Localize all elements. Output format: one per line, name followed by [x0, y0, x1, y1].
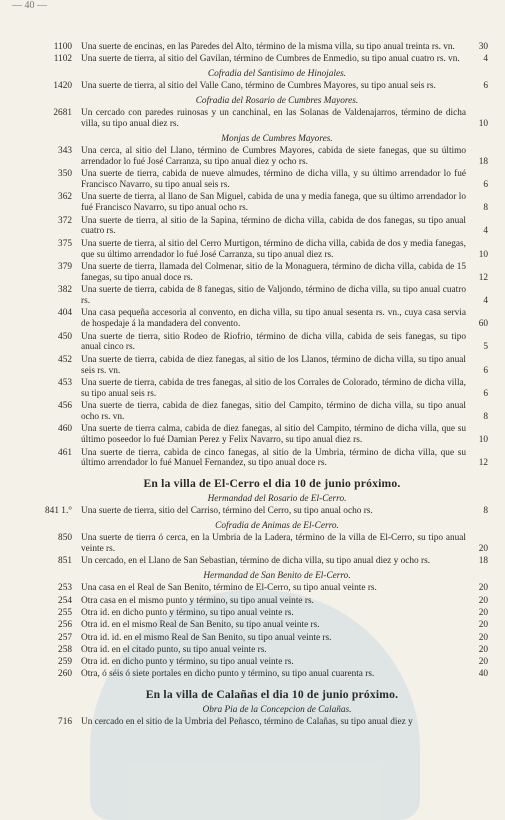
entry-number: 851 [58, 556, 72, 567]
cofradia-heading: Cofradia del Rosario de Cumbres Mayores. [195, 96, 359, 107]
entry-text: Otra casa en el mismo punto y término, su tipo anual veinte rs. [81, 595, 314, 606]
entry-text: Otra id. id. en el mismo Real de San Benito, su tipo anual veinte rs. [81, 632, 332, 643]
entry-row [26, 633, 488, 644]
entry-amount: 8 [483, 506, 488, 517]
entry-amount: 8 [483, 412, 488, 423]
entry-amount: 60 [478, 319, 488, 330]
entry-text: Una suerte de tierra, cabida de diez fanegas, al sitio de los Llanos, término de dicha villa, su tipo anual seis rs. vn. [81, 354, 466, 376]
town-heading: En la villa de El-Cerro el dia 10 de junio próximo. [143, 477, 401, 491]
entry-row [26, 596, 488, 607]
entry-row [26, 54, 488, 65]
entry-row [26, 608, 488, 619]
entry-row [26, 216, 488, 238]
entry-amount: 20 [478, 607, 488, 618]
entry-number: 2681 [53, 108, 72, 119]
entry-row [26, 285, 488, 307]
entry-number: 259 [58, 657, 72, 668]
entry-row [26, 146, 488, 168]
entry-text: Una suerte de tierra, al sitio del Valle Cano, término de Cumbres Mayores, su tipo anual seis rs. [81, 81, 436, 92]
entry-amount: 20 [478, 620, 488, 631]
entry-text: Un cercado, en el Llano de San Sebastian, término de dicha villa, su tipo anual diez y ocho rs. [81, 556, 431, 567]
cofradia-heading: Monjas de Cumbres Mayores. [221, 133, 333, 144]
entry-amount: 40 [478, 669, 488, 680]
entry-row [26, 583, 488, 594]
entry-text: Un cercado con paredes ruinosas y un canchinal, en las Solanas de Valdenajarros, término de dicha villa, su tipo anual diez rs. [81, 108, 466, 130]
entry-number: 255 [58, 607, 72, 618]
entry-amount: 6 [483, 180, 488, 191]
entry-row [26, 669, 488, 680]
entry-text: Una suerte de tierra ó cerca, en la Umbria de la Ladera, término de la villa de El-Cerro, su tipo anual veinte rs. [81, 533, 466, 555]
entry-number: 258 [58, 644, 72, 655]
entry-amount: 20 [478, 595, 488, 606]
entry-amount: 12 [478, 272, 488, 283]
entry-amount: 5 [483, 342, 488, 353]
entry-text: Una suerte de tierra, al llano de San Miguel, cabida de una y media fanega, que su último arrendador lo fué Francisco Navarro, su tipo anual ocho rs. [81, 192, 466, 214]
entry-amount: 4 [483, 54, 488, 65]
entry-number: 456 [58, 401, 72, 412]
entry-amount: 18 [478, 556, 488, 567]
entry-number: 716 [58, 717, 72, 728]
cofradia-heading: Obra Pia de la Concepcion de Calañas. [202, 705, 352, 716]
entry-number: 450 [58, 331, 72, 342]
entry-row [26, 556, 488, 567]
entry-number: 260 [58, 669, 72, 680]
entry-number: 1100 [53, 42, 72, 52]
entry-number: 350 [58, 169, 72, 180]
entry-text: Una suerte de tierra, sitio del Carriso, término del Cerro, su tipo anual ocho rs. [81, 506, 373, 517]
entry-number: 1102 [53, 54, 72, 65]
entry-amount: 20 [478, 657, 488, 668]
entry-row [26, 108, 488, 130]
entry-amount: 6 [483, 81, 488, 92]
entry-number: 257 [58, 632, 72, 643]
cofradia-heading: Hermandad de San Benito de El-Cerro. [203, 571, 351, 582]
entry-row [26, 192, 488, 214]
entry-number: 452 [58, 354, 72, 365]
town-heading: En la villa de Calañas el dia 10 de junio próximo. [145, 688, 399, 702]
entry-amount: 20 [478, 644, 488, 655]
cofradia-heading: Cofradia de Animas de El-Cerro. [215, 521, 339, 532]
entry-amount: 20 [478, 544, 488, 555]
entry-row [26, 620, 488, 631]
cofradia-heading: Cofradia del Santisimo de Hinojales. [207, 69, 347, 80]
entry-text: Una suerte de tierra, al sitio de la Sapina, término de dicha villa, cabida de dos fanegas, su tipo anual cuatro rs. [81, 215, 466, 237]
entry-text: Un cercado en el sitio de la Umbria del Peñasco, término de Calañas, su tipo anual diez y [81, 717, 413, 728]
entry-amount: 20 [478, 632, 488, 643]
entry-row [26, 424, 488, 446]
entry-number: 372 [58, 215, 72, 226]
entry-text: Una casa en el Real de San Benito, término de El-Cerro, su tipo anual veinte rs. [81, 583, 377, 594]
entry-amount: 10 [478, 119, 488, 130]
entry-row [26, 332, 488, 354]
entry-text: Otra, ó séis ó siete portales en dicho punto y término, su tipo anual cuarenta rs. [81, 669, 375, 680]
entry-number: 850 [58, 533, 72, 544]
entry-row [26, 81, 488, 92]
entry-row [26, 42, 488, 53]
entry-row [26, 378, 488, 400]
entry-amount: 10 [478, 249, 488, 260]
entry-number: 343 [58, 145, 72, 156]
entry-text: Una suerte de tierra, cabida de nueve almudes, término de dicha villa, y su último arrendador lo fué Francisco Navarro, su tipo anual seis rs. [81, 169, 466, 191]
entry-number: 1420 [53, 81, 72, 92]
entry-amount: 30 [478, 42, 488, 52]
entry-text: Una suerte de tierra, cabida de 8 fanegas, sitio de Valjondo, término de dicha villa, su tipo anual cuatro rs. [81, 285, 466, 307]
entry-text: Una cerca, al sitio del Llano, término de Cumbres Mayores, cabida de siete fanegas, que su último arrendador lo fué José Carranza, su tipo anual diez y ocho rs. [81, 145, 466, 167]
cofradia-heading: Hermandad del Rosario de El-Cerro. [207, 494, 347, 505]
entry-text: Otra id. en el citado punto, su tipo anual veinte rs. [81, 644, 267, 655]
entry-row [26, 401, 488, 423]
entry-row [26, 239, 488, 261]
entry-amount: 4 [483, 296, 488, 307]
entry-text: Una suerte de tierra, llamada del Colmenar, sitio de la Monaguera, término de dicha villa, cabida de 15 fanegas, su tipo anual doce rs. [81, 261, 466, 283]
page-number: — 40 — [12, 0, 47, 11]
entry-number: 379 [58, 261, 72, 272]
entry-row [26, 169, 488, 191]
entry-number: 382 [58, 285, 72, 296]
entry-amount: 10 [478, 435, 488, 446]
entry-text: Una suerte de tierra, al sitio del Cerro Murtigon, término de dicha villa, cabida de dos y media fanegas, que su último arrendador lo fué José Carranza, su tipo anual diez rs. [81, 238, 466, 260]
entry-text: Una suerte de tierra, cabida de diez fanegas, sitio del Campito, término de dicha villa, su tipo anual ocho rs. vn. [81, 401, 466, 423]
entry-text: Otra id. en dicho punto y término, su tipo anual veinte rs. [81, 607, 294, 618]
entry-text: Una suerte de tierra calma, cabida de diez fanegas, al sitio del Campito, término de dicha villa, que su último poseedor lo fué Damian Perez y Felix Navarro, su tipo anual diez rs. [81, 424, 466, 446]
entry-text: Una suerte de tierra, al sitio del Gavilan, término de Cumbres de Enmedio, su tipo anual cuatro rs. vn. [81, 54, 460, 65]
entry-number: 453 [58, 377, 72, 388]
entry-row [26, 533, 488, 555]
entry-row [26, 448, 488, 470]
entry-row [26, 308, 488, 330]
entry-row [26, 355, 488, 377]
entry-number: 460 [58, 424, 72, 435]
entry-row [26, 657, 488, 668]
entry-amount: 6 [483, 365, 488, 376]
entry-amount: 6 [483, 388, 488, 399]
entry-text: Una suerte de tierra, sitio Rodeo de Riofrio, término de dicha villa, cabida de seis fanegas, su tipo anual cinco rs. [81, 331, 466, 353]
entry-row [26, 645, 488, 656]
entry-text: Una suerte de tierra, cabida de tres fanegas, al sitio de los Corrales de Colorado, término de dicha villa, su tipo anual seis rs. [81, 377, 466, 399]
entry-number: 254 [58, 595, 72, 606]
entry-row [26, 717, 488, 728]
entry-text: Otra id. en el mismo Real de San Benito, su tipo anual veinte rs. [81, 620, 320, 631]
entry-amount: 12 [478, 458, 488, 469]
entry-number: 362 [58, 192, 72, 203]
entry-number: 404 [58, 308, 72, 319]
entry-text: Una casa pequeña accesoria al convento, en dicha villa, su tipo anual sesenta rs. vn., cuya casa servia de hospedaje á la mandadera del convento. [81, 308, 466, 330]
entry-amount: 18 [478, 156, 488, 167]
entry-text: Una suerte de encinas, en las Paredes del Alto, término de la misma villa, su tipo anual treinta rs. vn. [81, 42, 455, 52]
entry-row [26, 262, 488, 284]
entry-number: 841 1.° [45, 506, 72, 517]
entry-number: 461 [58, 447, 72, 458]
entry-amount: 20 [478, 583, 488, 594]
entry-number: 375 [58, 238, 72, 249]
document-body [26, 42, 488, 730]
entry-text: Una suerte de tierra, cabida de cinco fanegas, al sitio de la Umbria, término de dicha villa, que su último arrendador lo fué Manuel Fernandez, su tipo anual doce rs. [81, 447, 466, 469]
entry-number: 253 [58, 583, 72, 594]
entry-row [26, 506, 488, 517]
entry-amount: 4 [483, 226, 488, 237]
entry-number: 256 [58, 620, 72, 631]
entry-amount: 8 [483, 203, 488, 214]
entry-text: Otra id. en dicho punto y término, su tipo anual veinte rs. [81, 657, 294, 668]
